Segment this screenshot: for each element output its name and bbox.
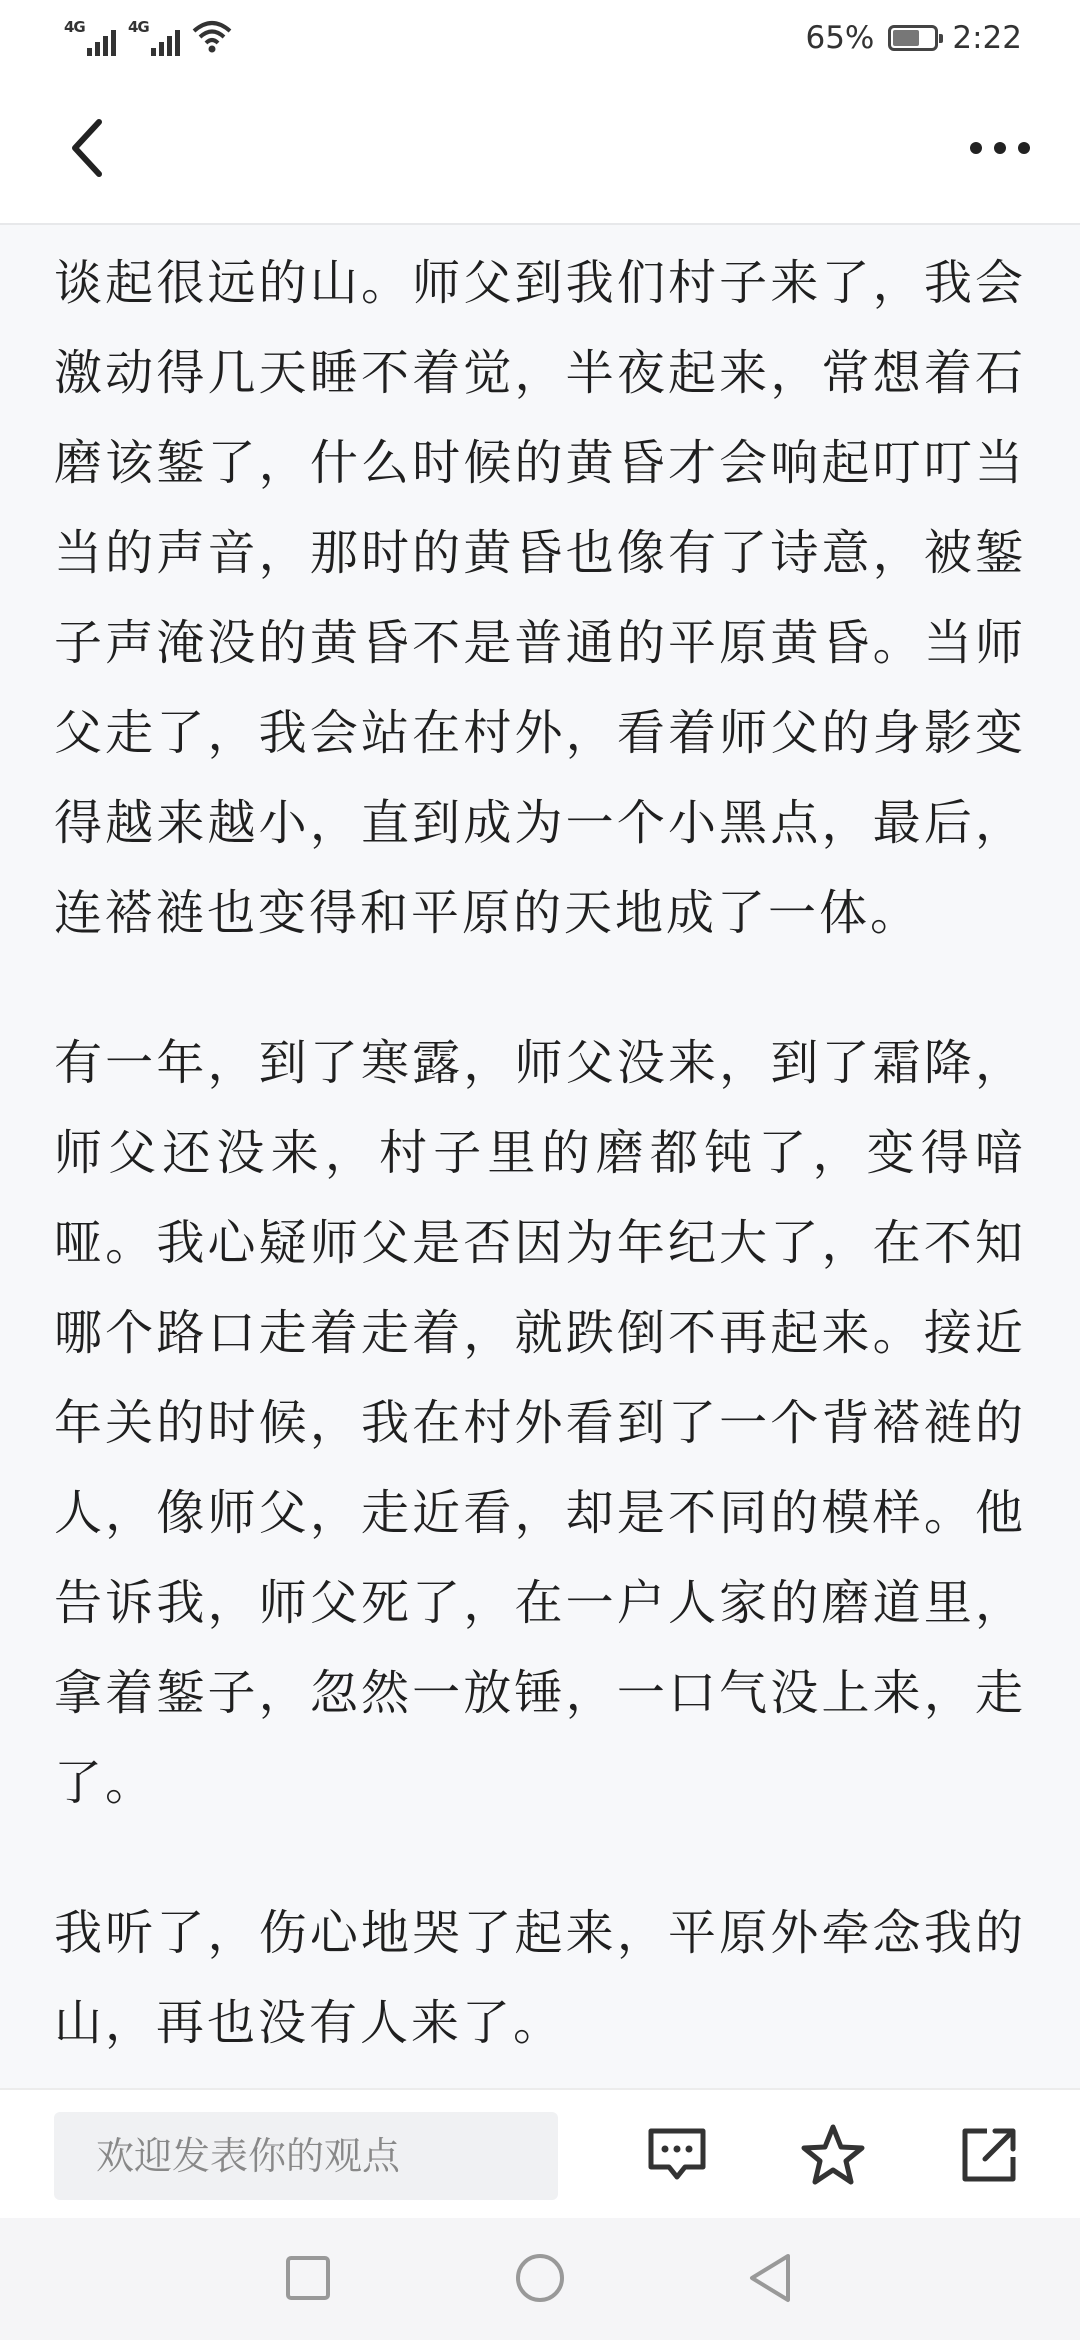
article-paragraph: 谈起很远的山。师父到我们村子来了，我会激动得几天睡不着觉，半夜起来，常想着石磨该錾了，什么时候的黄昏才会响起叮叮当当的声音，那时的黄昏也像有了诗意，被錾子声淹没的黄昏不是普通的平原黄昏。当师父走了，我会站在村外，看着师父的身影变得越来越小，直到成为一个小黑点，最后，连褡裢也变得和平原的天地成了一体。 xyxy=(54,255,1026,941)
signal-icon xyxy=(128,18,180,58)
favorite-button[interactable] xyxy=(788,2112,878,2202)
share-icon xyxy=(959,2125,1019,2189)
bottom-action-bar xyxy=(0,2088,1080,2218)
clock: 2:22 xyxy=(952,20,1022,56)
wifi-icon xyxy=(192,19,232,57)
star-icon xyxy=(800,2123,866,2191)
status-bar xyxy=(0,0,1080,75)
back-triangle-icon xyxy=(746,2252,794,2308)
system-nav-bar xyxy=(0,2218,1080,2340)
article-paragraph: 有一年，到了寒露，师父没来，到了霜降，师父还没来，村子里的磨都钝了，变得喑哑。我心疑师父是否因为年纪大了，在不知哪个路口走着走着，就跌倒不再起来。接近年关的时候，我在村外看到了一个背褡裢的人，像师父，走近看，却是不同的模样。他告诉我，师父死了，在一户人家的磨道里，拿着錾子，忽然一放锤，一口气没上来，走了。 xyxy=(54,1035,1026,1811)
share-button[interactable] xyxy=(944,2112,1034,2202)
recents-square-icon xyxy=(285,2255,331,2305)
signal-icon xyxy=(64,18,116,58)
battery-icon xyxy=(888,25,938,51)
status-left xyxy=(64,16,232,60)
more-button[interactable] xyxy=(960,115,1040,185)
article-content[interactable] xyxy=(0,225,1080,2088)
recents-button[interactable] xyxy=(278,2250,338,2310)
signal-label: 4G xyxy=(128,18,149,36)
more-dots-icon xyxy=(968,140,1032,160)
comment-button[interactable] xyxy=(632,2112,722,2202)
nav-bar xyxy=(0,75,1080,225)
article-paragraph: 我听了，伤心地哭了起来，平原外牵念我的山，再也没有人来了。 xyxy=(54,1905,1026,2051)
chevron-left-icon xyxy=(67,118,107,182)
system-back-button[interactable] xyxy=(740,2250,800,2310)
comment-input[interactable]: 欢迎发表你的观点 xyxy=(54,2112,558,2200)
article-text xyxy=(54,238,1026,2088)
battery-percent: 65% xyxy=(805,20,875,56)
home-button[interactable] xyxy=(510,2250,570,2310)
comment-icon xyxy=(645,2125,709,2189)
status-right xyxy=(805,16,1022,60)
signal-label: 4G xyxy=(64,18,85,36)
back-button[interactable] xyxy=(52,115,122,185)
home-circle-icon xyxy=(514,2252,566,2308)
